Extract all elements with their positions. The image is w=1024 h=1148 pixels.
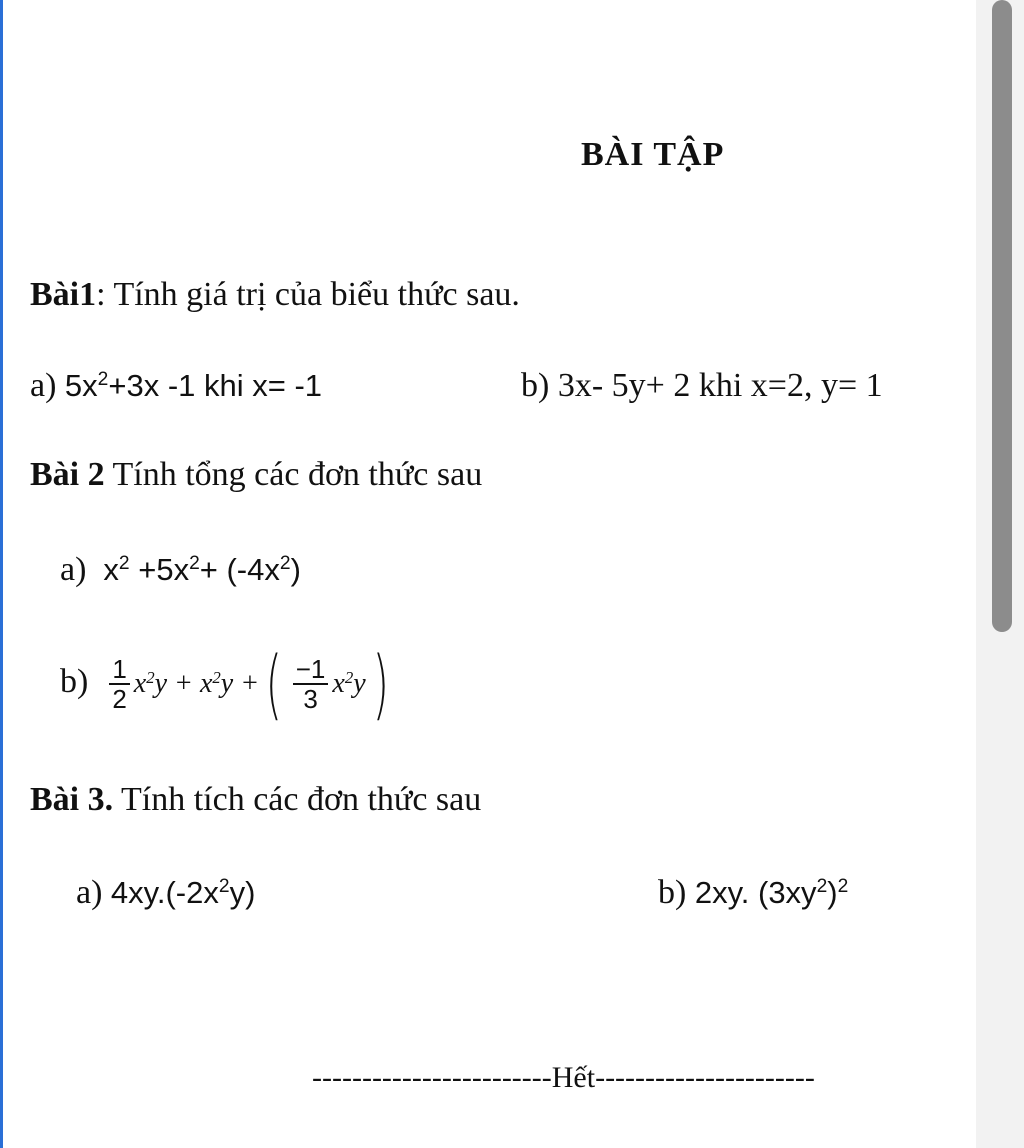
exercise-3-text: Tính tích các đơn thức sau [113, 781, 482, 818]
scrollbar-thumb[interactable] [992, 0, 1012, 632]
exercise-2a: a) $x^2 +5x^2+ (-4x^2)$ [60, 551, 301, 588]
page-title: BÀI TẬP [581, 136, 725, 173]
exercise-1-label: Bài1 [30, 276, 97, 313]
exercise-2b: b) $\frac{1}{2}$ $x^2y + x^2y$ +( $\frac{-1}{3}$ $x^2y$) [60, 639, 389, 729]
exercise-3-heading [30, 780, 481, 820]
exercise-1b: b) 3x- 5y+ 2 khi x=2, y= 1 [521, 367, 883, 404]
right-paren: ) [372, 639, 389, 729]
fraction-one-half: $\frac{1}{2}$ [109, 655, 129, 713]
left-edge-bar [0, 0, 3, 1148]
exercise-2-heading [30, 455, 482, 495]
exercise-3b: b) 2xy. $(3xy^2)^2$ [658, 874, 849, 911]
exercise-2-label: Bài 2 [30, 456, 105, 493]
left-paren: ( [265, 639, 283, 729]
end-marker: ------------------------Hết---------------------- [312, 1061, 815, 1094]
exercise-1a: a) $5x^2+3x$ -1 khi x= -1 [30, 367, 323, 404]
exercise-2-text: Tính tổng các đơn thức sau [104, 456, 483, 493]
exercise-3-label: Bài 3. [30, 781, 114, 818]
fraction-minus-one-third: $\frac{-1}{3}$ [293, 655, 329, 713]
exercise-1-text: : Tính giá trị của biểu thức sau. [96, 276, 520, 313]
exercise-3a: a) $4xy.(-2x^2y)$ [76, 874, 256, 911]
exercise-1-heading [30, 275, 520, 315]
